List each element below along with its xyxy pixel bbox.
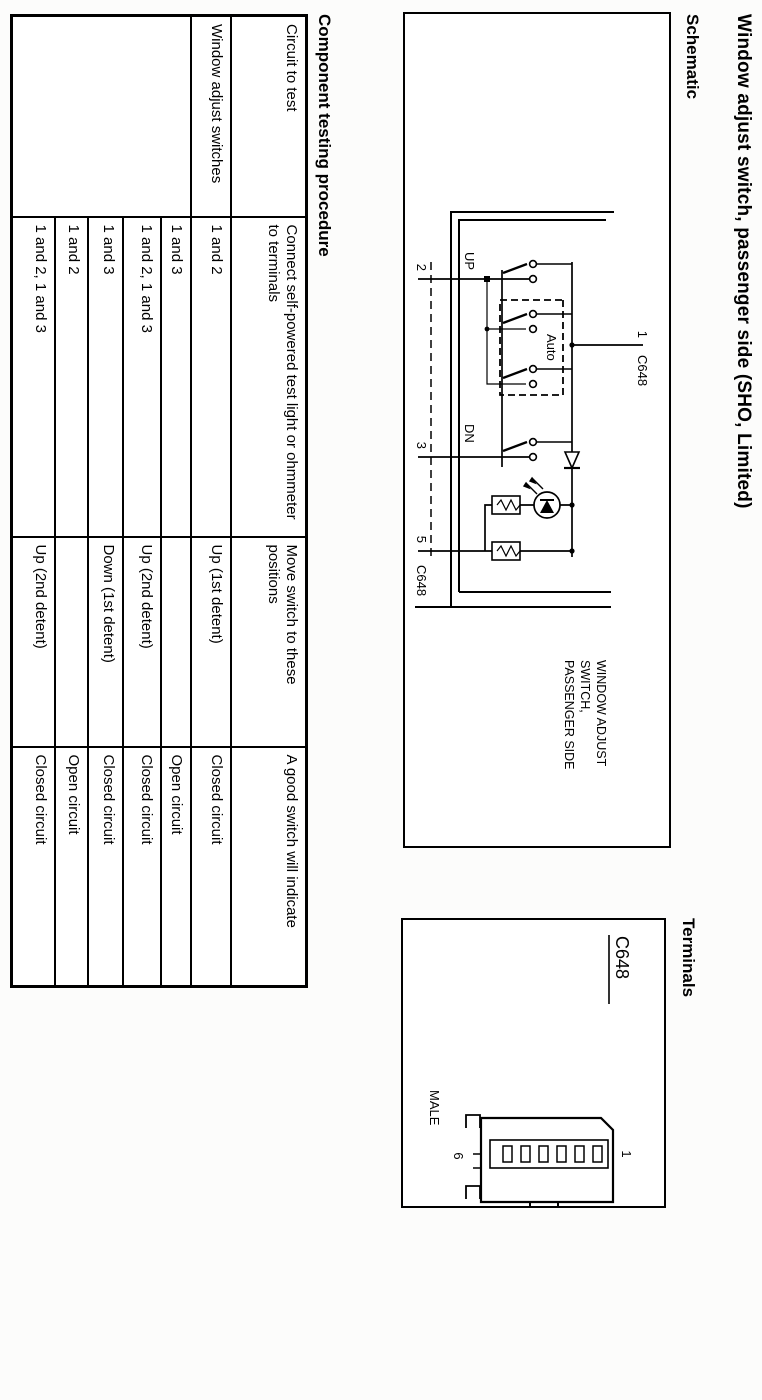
terminal-5-label: 5 (414, 535, 429, 543)
cell-position (56, 537, 89, 747)
header-result: A good switch will indicate (232, 747, 307, 987)
pin-6-label: 6 (451, 1152, 466, 1160)
terminals-heading: Terminals (679, 918, 698, 998)
schematic-diagram (403, 12, 671, 848)
cell-position: Down (1st detent) (89, 537, 124, 747)
pin-1-label: 1 (619, 1150, 634, 1158)
terminal-3-label: 3 (414, 441, 429, 449)
cell-circuit: Window adjust switches (192, 16, 232, 217)
table-row (192, 16, 232, 987)
terminals-diagram (401, 918, 666, 1208)
cell-circuit-merged (12, 16, 192, 217)
connector-c648-at-1-label: C648 (635, 355, 650, 387)
cell-position: Up (2nd detent) (12, 537, 56, 747)
header-terminals: Connect self-powered test light or ohmmeter to terminals (232, 217, 307, 537)
connector-id-label: C648 (612, 936, 632, 980)
page-title: Window adjust switch, passenger side (SHO, Limited) (733, 14, 754, 509)
terminal-1-label: 1 (635, 330, 650, 338)
cell-position: Up (2nd detent) (124, 537, 162, 747)
svg-text:PASSENGER SIDE: PASSENGER SIDE (562, 660, 576, 770)
cell-terminals: 1 and 2, 1 and 3 (124, 217, 162, 537)
cell-terminals: 1 and 2 (56, 217, 89, 537)
male-label: MALE (427, 1090, 442, 1126)
header-position: Move switch to these positions (232, 537, 307, 747)
cell-result: Closed circuit (192, 747, 232, 987)
svg-text:SWITCH,: SWITCH, (578, 660, 592, 713)
cell-terminals: 1 and 3 (162, 217, 192, 537)
terminals-figure (396, 918, 666, 1208)
component-testing-heading: Component testing procedure (315, 14, 334, 257)
table-row (162, 16, 192, 987)
cell-position (162, 537, 192, 747)
header-circuit: Circuit to test (232, 16, 307, 217)
schematic-frame (404, 13, 670, 847)
table-header-row (232, 16, 307, 987)
schematic-figure (398, 12, 671, 848)
cell-result: Closed circuit (89, 747, 124, 987)
cell-position: Up (1st detent) (192, 537, 232, 747)
svg-text:WINDOW ADJUST: WINDOW ADJUST (594, 660, 608, 767)
up-label: UP (462, 252, 477, 271)
cell-result: Open circuit (56, 747, 89, 987)
terminal-2-label: 2 (414, 263, 429, 271)
auto-label: Auto (544, 334, 559, 361)
connector-c648-at-5-label: C648 (414, 565, 429, 597)
cell-terminals: 1 and 2, 1 and 3 (12, 217, 56, 537)
testing-table-wrap (10, 14, 308, 988)
cell-terminals: 1 and 3 (89, 217, 124, 537)
dn-label: DN (462, 424, 477, 443)
schematic-heading: Schematic (683, 14, 702, 100)
cell-result: Closed circuit (124, 747, 162, 987)
component-testing-table (10, 14, 308, 988)
cell-terminals: 1 and 2 (192, 217, 232, 537)
cell-result: Open circuit (162, 747, 192, 987)
cell-result: Closed circuit (12, 747, 56, 987)
